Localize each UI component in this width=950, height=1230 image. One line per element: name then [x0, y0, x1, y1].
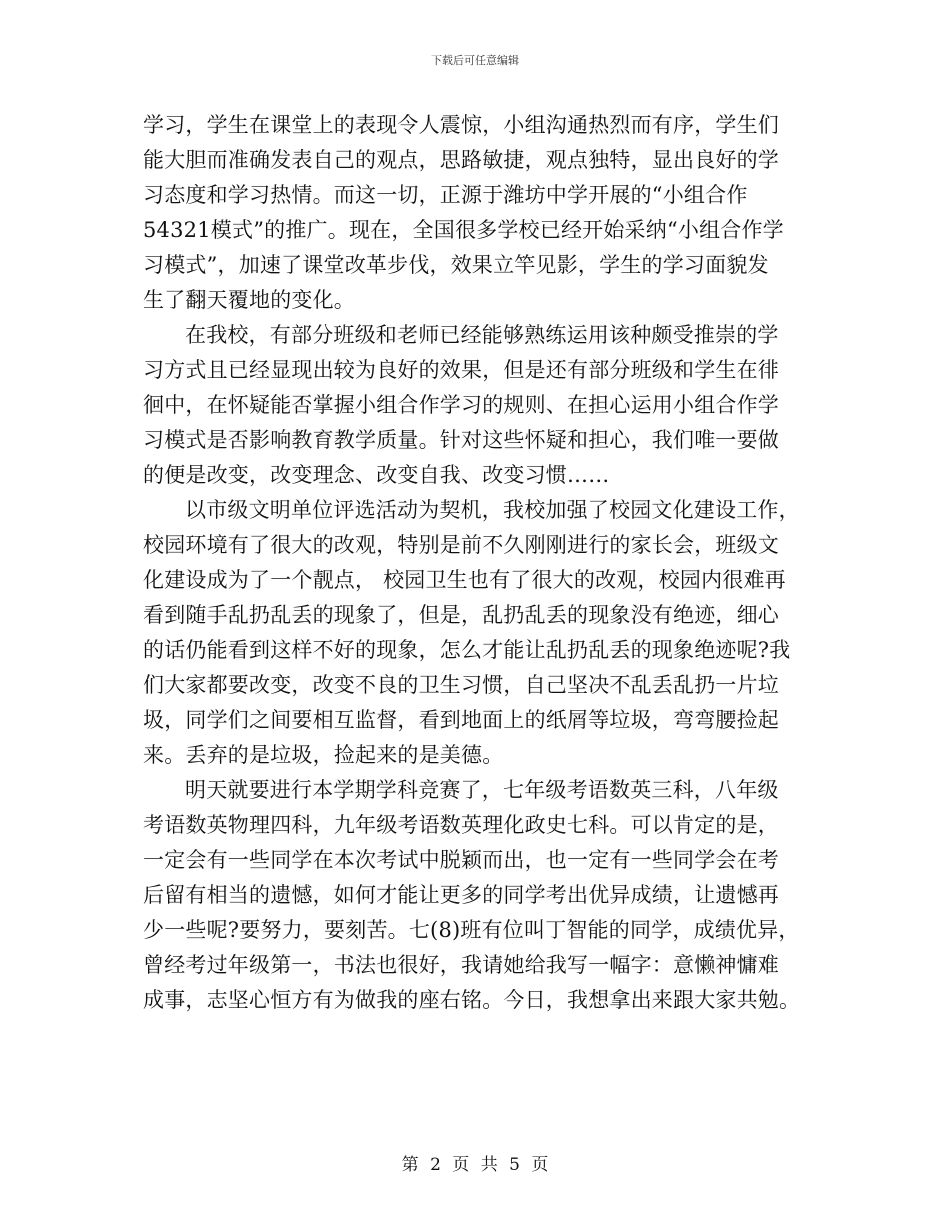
current-page-number: 2 — [430, 1155, 441, 1175]
text-line: 考语数英物理四科，九年级考语数英理化政史七科。可以肯定的是， — [143, 813, 779, 837]
text-line: 曾经考过年级第一，书法也很好，我请她给我写一幅字：意懒神慵难 — [143, 953, 779, 977]
text-line: 54321模式”的推广。现在，全国很多学校已经开始采纳“小组合作学 — [143, 218, 784, 242]
total-page-count: 5 — [509, 1155, 520, 1175]
paragraph-start-line: 在我校，有部分班级和老师已经能够熟练运用该种颇受推崇的学 — [185, 323, 779, 347]
text-line: 习方式且已经显现出较为良好的效果，但是还有部分班级和学生在徘 — [143, 358, 779, 382]
text-line: 一定会有一些同学在本次考试中脱颖而出，也一定有一些同学会在考 — [143, 848, 779, 872]
text-line: 看到随手乱扔乱丢的现象了，但是，乱扔乱丢的现象没有绝迹，细心 — [143, 603, 779, 627]
page-header: 下载后可任意编辑 — [431, 54, 519, 67]
paragraph-start-line: 以市级文明单位评选活动为契机，我校加强了校园文化建设工作， — [185, 498, 800, 522]
text-line: 的便是改变，改变理念、改变自我、改变习惯…… — [143, 463, 610, 487]
text-line: 成事，志坚心恒方有为做我的座右铭。今日，我想拿出来跟大家共勉。 — [143, 988, 801, 1012]
text-line: 来。丢弃的是垃圾，捡起来的是美德。 — [143, 743, 504, 767]
text-line: 习模式”，加速了课堂改革步伐，效果立竿见影，学生的学习面貌发 — [143, 253, 769, 277]
footer-label-ye2: 页 — [531, 1155, 549, 1175]
footer-label-di: 第 — [401, 1155, 419, 1175]
footer-label-ye: 页 — [452, 1155, 470, 1175]
text-line: 们大家都要改变，改变不良的卫生习惯，自己坚决不乱丢乱扔一片垃 — [143, 673, 779, 697]
text-line: 能大胆而准确发表自己的观点，思路敏捷，观点独特，显出良好的学 — [143, 148, 779, 172]
text-line: 习态度和学习热情。而这一切，正源于潍坊中学开展的“小组合作 — [143, 183, 748, 207]
text-line: 习模式是否影响教育教学质量。针对这些怀疑和担心，我们唯一要做 — [143, 428, 779, 452]
text-line: 徊中，在怀疑能否掌握小组合作学习的规则、在担心运用小组合作学 — [143, 393, 779, 417]
text-line: 化建设成为了一个靓点， 校园卫生也有了很大的改观，校园内很难再 — [143, 568, 786, 592]
text-line: 校园环境有了很大的改观，特别是前不久刚刚进行的家长会，班级文 — [143, 533, 779, 557]
page-footer — [0, 1150, 950, 1175]
text-line: 少一些呢?要努力，要刻苦。七(8)班有位叫丁智能的同学，成绩优异， — [143, 918, 800, 942]
text-line: 后留有相当的遗憾，如何才能让更多的同学考出优异成绩，让遗憾再 — [143, 883, 779, 907]
footer-label-gong: 共 — [480, 1155, 498, 1175]
document-body — [143, 108, 811, 1018]
text-line: 圾，同学们之间要相互监督，看到地面上的纸屑等垃圾，弯弯腰捡起 — [143, 708, 779, 732]
text-line: 生了翻天覆地的变化。 — [143, 288, 355, 312]
text-line: 的话仍能看到这样不好的现象，怎么才能让乱扔乱丢的现象绝迹呢?我 — [143, 638, 791, 662]
text-line: 学习，学生在课堂上的表现令人震惊，小组沟通热烈而有序，学生们 — [143, 113, 779, 137]
paragraph-start-line: 明天就要进行本学期学科竞赛了，七年级考语数英三科，八年级 — [185, 778, 779, 802]
